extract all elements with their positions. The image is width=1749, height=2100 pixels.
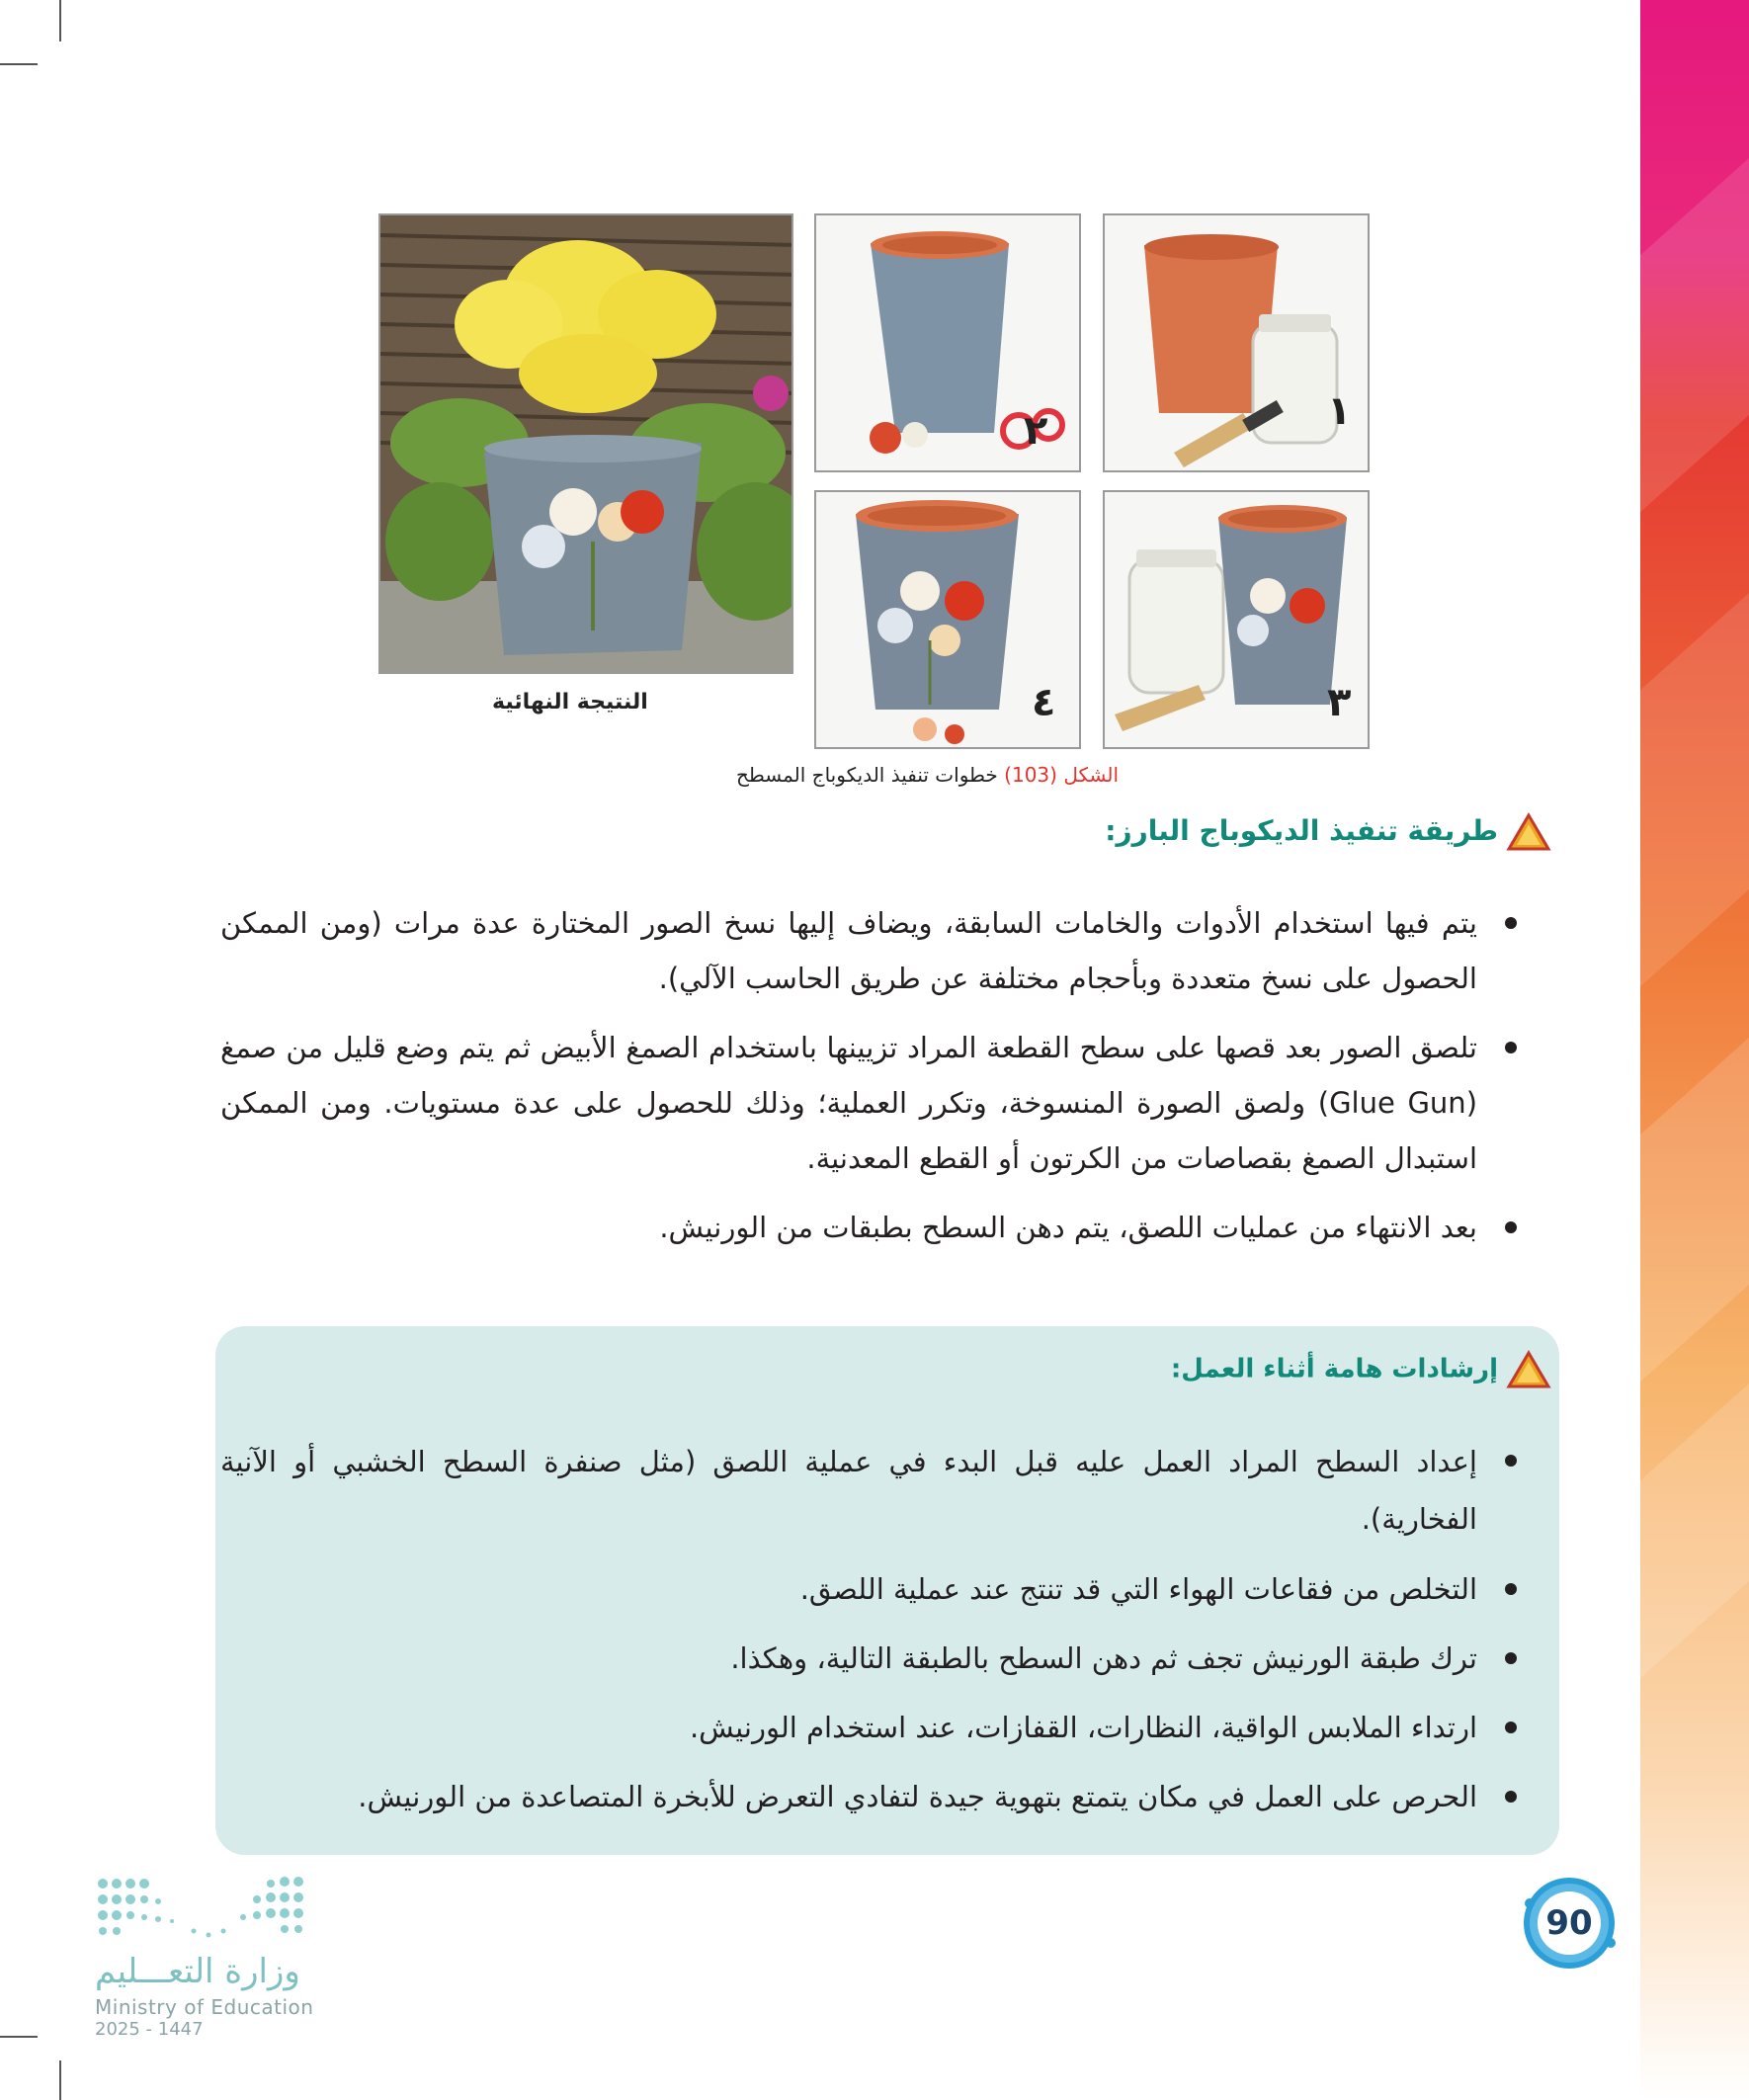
step-photo-1	[1103, 213, 1370, 472]
step-number: ١	[1327, 388, 1352, 434]
list-item: الحرص على العمل في مكان يتمتع بتهوية جيدة لتفادي التعرض للأبخرة المتصاعدة من الورنيش.	[220, 1769, 1527, 1824]
bullet	[1505, 1583, 1517, 1595]
list-item: بعد الانتهاء من عمليات اللصق، يتم دهن السطح بطبقات من الورنيش.	[220, 1200, 1527, 1255]
figure-caption-text: خطوات تنفيذ الديكوباج المسطح	[735, 763, 998, 787]
decorative-ribbon	[1638, 0, 1749, 2100]
step-number: ٢	[1024, 408, 1048, 454]
section-title-text: طريقة تنفيذ الديكوباج البارز:	[1105, 814, 1498, 847]
bullet	[1505, 917, 1517, 929]
ministry-name-ar: وزارة التعـــليم	[95, 1952, 300, 1991]
guidelines-title-text: إرشادات هامة أثناء العمل:	[1170, 1354, 1498, 1385]
step-number: ٣	[1327, 680, 1352, 725]
final-result-label: النتيجة النهائية	[492, 690, 648, 714]
guidelines-title	[1171, 1350, 1551, 1389]
figure-caption	[736, 763, 1119, 787]
edition-year: 2025 - 1447	[95, 2019, 204, 2040]
decoupage-steps-list	[220, 895, 1527, 1255]
step-photo-2	[814, 213, 1081, 472]
section-title	[1105, 812, 1551, 852]
list-item: ارتداء الملابس الواقية، النظارات، القفازات، عند استخدام الورنيش.	[220, 1700, 1527, 1755]
bullet	[1505, 1652, 1517, 1664]
crop-mark	[0, 63, 38, 65]
page-number-badge	[1520, 1874, 1619, 1973]
bullet	[1505, 1722, 1517, 1733]
list-item: التخلص من فقاعات الهواء التي قد تنتج عند عملية اللصق.	[220, 1561, 1527, 1617]
list-item: ترك طبقة الورنيش تجف ثم دهن السطح بالطبقة التالية، وهكذا.	[220, 1631, 1527, 1686]
step-photo-4	[814, 490, 1081, 749]
warning-icon	[1506, 1350, 1551, 1389]
warning-icon	[1506, 812, 1551, 852]
crop-mark	[0, 2036, 38, 2038]
bullet	[1505, 1791, 1517, 1803]
step-photo-3	[1103, 490, 1370, 749]
list-item: يتم فيها استخدام الأدوات والخامات السابقة، ويضاف إليها نسخ الصور المختارة عدة مرات (ومن الممكن الحصول على نسخ متعددة وبأحجام مختلفة عن طريق الحاسب الآلي).	[220, 895, 1527, 1006]
guidelines-list	[220, 1433, 1527, 1824]
step-number: ٤	[1032, 680, 1056, 725]
bullet	[1505, 1042, 1517, 1053]
crop-mark	[59, 0, 61, 42]
ministry-logo-dots	[95, 1874, 312, 1953]
list-item: إعداد السطح المراد العمل عليه قبل البدء في عملية اللصق (مثل صنفرة السطح الخشبي أو الآنية الفخارية).	[220, 1433, 1527, 1548]
page-number: 90	[1545, 1903, 1593, 1943]
bullet	[1505, 1221, 1517, 1233]
bullet	[1505, 1455, 1517, 1467]
ministry-logo	[95, 1952, 313, 2040]
final-result-photo	[378, 213, 793, 674]
list-item: تلصق الصور بعد قصها على سطح القطعة المراد تزيينها باستخدام الصمغ الأبيض ثم يتم وضع قليل من صمغ (Glue Gun) ولصق الصورة المنسوخة، وتكرر العملية؛ وذلك للحصول على عدة مستويات. ومن الممكن استبدال الصمغ بقصاصات من الكرتون أو القطع المعدنية.	[220, 1020, 1527, 1186]
crop-mark	[59, 2060, 61, 2100]
figure-caption-label: الشكل (103)	[1004, 763, 1119, 787]
ministry-name-en: Ministry of Education	[95, 1995, 314, 2019]
